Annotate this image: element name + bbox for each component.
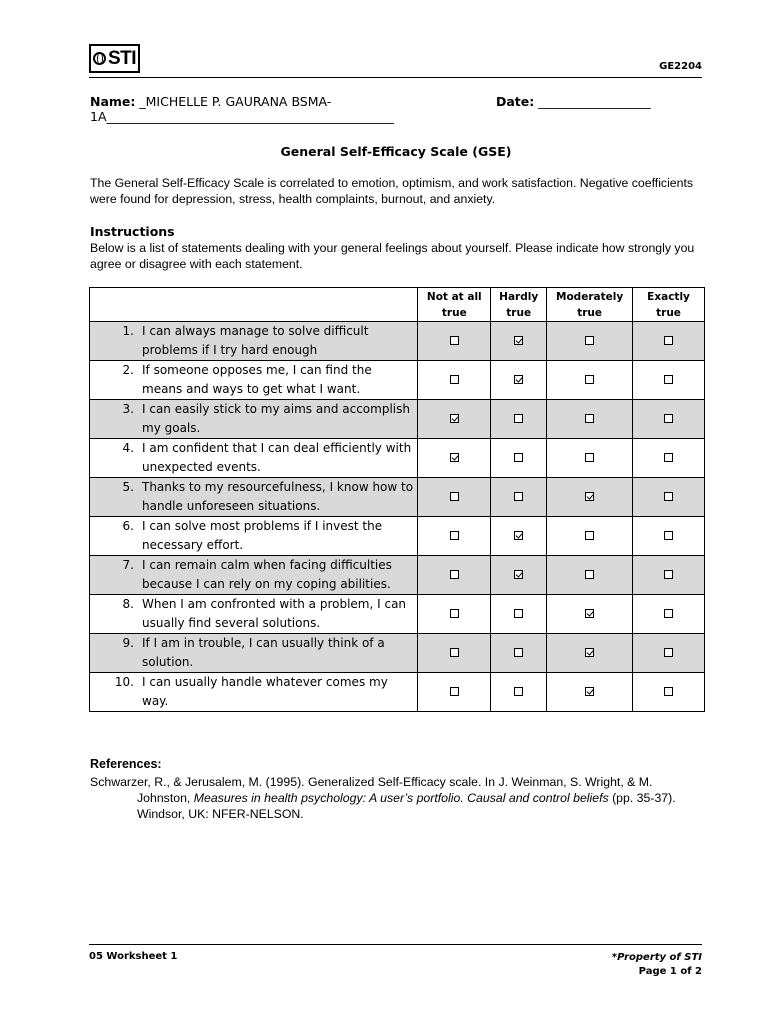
- reference-entry: [90, 774, 704, 822]
- checkbox[interactable]: [514, 609, 523, 618]
- statement-cell: [90, 361, 418, 400]
- statement-text: If someone opposes me, I can find the means and ways to get what I want.: [142, 363, 372, 396]
- table-row: [90, 478, 705, 517]
- statement-number: 6.: [122, 519, 134, 533]
- checkbox[interactable]: [514, 492, 523, 501]
- checkbox[interactable]: [664, 570, 673, 579]
- statement-cell: [90, 478, 418, 517]
- rating-cell: [418, 556, 491, 595]
- checkbox[interactable]: [450, 687, 459, 696]
- statement-number: 8.: [122, 597, 134, 611]
- table-row: [90, 595, 705, 634]
- checkbox[interactable]: [664, 492, 673, 501]
- reference-part: (pp. 35-37). Windsor, UK: NFER-NELSON.: [137, 791, 676, 821]
- rating-cell: [491, 673, 547, 712]
- checkbox[interactable]: [514, 414, 523, 423]
- rating-cell: [547, 517, 633, 556]
- checked-checkbox[interactable]: [514, 336, 523, 345]
- checkbox[interactable]: [585, 570, 594, 579]
- checkbox[interactable]: [450, 375, 459, 384]
- statement-text: When I am confronted with a problem, I can usually find several solutions.: [142, 597, 407, 630]
- checkbox[interactable]: [585, 531, 594, 540]
- statement-number: 2.: [122, 363, 134, 377]
- rating-cell: [547, 673, 633, 712]
- checkbox[interactable]: [585, 375, 594, 384]
- table-row: [90, 556, 705, 595]
- reference-title: Measures in health psychology: A user’s portfolio. Causal and control beliefs: [193, 791, 609, 805]
- checkbox[interactable]: [664, 336, 673, 345]
- checkbox[interactable]: [450, 492, 459, 501]
- references-heading: References:: [90, 757, 162, 771]
- rating-cell: [547, 595, 633, 634]
- checked-checkbox[interactable]: [585, 687, 594, 696]
- table-row: [90, 517, 705, 556]
- checkbox[interactable]: [450, 570, 459, 579]
- page-number: Page 1 of 2: [638, 966, 702, 977]
- rating-cell: [491, 517, 547, 556]
- checkbox[interactable]: [664, 531, 673, 540]
- checkbox[interactable]: [664, 687, 673, 696]
- reference-part: Schwarzer, R., & Jerusalem, M. (1995). Generalized Self-Efficacy scale. In J. Weinman, S. Wright, & M. Johnston,: [90, 775, 653, 805]
- sti-logo: [89, 44, 140, 73]
- checkbox[interactable]: [664, 453, 673, 462]
- rating-cell: [633, 361, 705, 400]
- checkbox[interactable]: [664, 375, 673, 384]
- table-row: [90, 673, 705, 712]
- column-header: Moderately true: [547, 288, 633, 322]
- table-row: [90, 634, 705, 673]
- rating-cell: [633, 673, 705, 712]
- column-header: Not at all true: [418, 288, 491, 322]
- column-header: Hardly true: [491, 288, 547, 322]
- checkbox[interactable]: [585, 336, 594, 345]
- rating-cell: [633, 556, 705, 595]
- checked-checkbox[interactable]: [514, 570, 523, 579]
- gse-table: [89, 287, 705, 712]
- rating-cell: [491, 478, 547, 517]
- checked-checkbox[interactable]: [514, 531, 523, 540]
- rating-cell: [547, 478, 633, 517]
- checked-checkbox[interactable]: [450, 453, 459, 462]
- checkbox[interactable]: [664, 609, 673, 618]
- statement-cell: [90, 322, 418, 361]
- rating-cell: [491, 361, 547, 400]
- property-note: *Property of STI: [611, 952, 702, 963]
- checkbox[interactable]: [585, 453, 594, 462]
- date-value: __________________: [534, 94, 651, 109]
- intro-paragraph: The General Self-Efficacy Scale is correlated to emotion, optimism, and work satisfaction. Negative coefficients were found for depression, stress, health complaints, burnout, and anxiety.: [90, 176, 694, 206]
- checkbox[interactable]: [450, 531, 459, 540]
- statement-column-header: [90, 288, 418, 322]
- statement-text: I can usually handle whatever comes my way.: [142, 675, 388, 708]
- rating-cell: [491, 634, 547, 673]
- name-label: Name:: [90, 94, 136, 109]
- course-code: GE2204: [659, 61, 702, 72]
- rating-cell: [418, 361, 491, 400]
- statement-text: I can always manage to solve difficult problems if I try hard enough: [142, 324, 369, 357]
- rating-cell: [547, 322, 633, 361]
- logo-text: STI: [107, 47, 137, 69]
- rating-cell: [633, 595, 705, 634]
- statement-number: 10.: [114, 675, 134, 689]
- rating-cell: [547, 439, 633, 478]
- page-header: [89, 44, 702, 78]
- rating-cell: [418, 634, 491, 673]
- rating-cell: [418, 400, 491, 439]
- statement-number: 3.: [122, 402, 134, 416]
- checked-checkbox[interactable]: [514, 375, 523, 384]
- statement-cell: [90, 673, 418, 712]
- statement-number: 7.: [122, 558, 134, 572]
- rating-cell: [491, 595, 547, 634]
- page-footer: [89, 944, 702, 977]
- page-title: General Self-Efficacy Scale (GSE): [280, 144, 512, 159]
- table-body: [90, 322, 705, 712]
- checkbox[interactable]: [514, 453, 523, 462]
- checkbox[interactable]: [585, 414, 594, 423]
- table-row: [90, 400, 705, 439]
- statement-cell: [90, 517, 418, 556]
- statement-text: I am confident that I can deal efficiently with unexpected events.: [142, 441, 412, 474]
- rating-cell: [418, 439, 491, 478]
- instructions-text: Below is a list of statements dealing with your general feelings about yourself. Please indicate how strongly you agree or disagree with each statement.: [90, 241, 695, 271]
- checkbox[interactable]: [450, 336, 459, 345]
- rating-cell: [633, 478, 705, 517]
- checkbox[interactable]: [450, 648, 459, 657]
- rating-cell: [633, 517, 705, 556]
- checkbox[interactable]: [664, 414, 673, 423]
- checked-checkbox[interactable]: [585, 492, 594, 501]
- checkbox[interactable]: [664, 648, 673, 657]
- column-header: Exactly true: [633, 288, 705, 322]
- statement-number: 4.: [122, 441, 134, 455]
- statement-cell: [90, 634, 418, 673]
- rating-cell: [418, 673, 491, 712]
- rating-cell: [491, 400, 547, 439]
- statement-cell: [90, 400, 418, 439]
- rating-cell: [633, 322, 705, 361]
- statement-number: 9.: [122, 636, 134, 650]
- statement-cell: [90, 595, 418, 634]
- statement-cell: [90, 556, 418, 595]
- name-value: _MICHELLE P. GAURANA BSMA-1A______________________________________________: [90, 94, 395, 124]
- rating-cell: [547, 400, 633, 439]
- rating-cell: [547, 556, 633, 595]
- instructions-heading: Instructions: [90, 224, 175, 239]
- checked-checkbox[interactable]: [450, 414, 459, 423]
- rating-cell: [547, 634, 633, 673]
- statement-text: I can remain calm when facing difficulties because I can rely on my coping abilities.: [142, 558, 392, 591]
- rating-cell: [418, 322, 491, 361]
- rating-cell: [491, 556, 547, 595]
- statement-number: 1.: [122, 324, 134, 338]
- statement-number: 5.: [122, 480, 134, 494]
- footer-right: [612, 951, 702, 979]
- statement-cell: [90, 439, 418, 478]
- rating-cell: [633, 634, 705, 673]
- rating-cell: [418, 478, 491, 517]
- table-row: [90, 322, 705, 361]
- checkbox[interactable]: [450, 609, 459, 618]
- worksheet-label: 05 Worksheet 1: [89, 951, 178, 962]
- rating-cell: [418, 517, 491, 556]
- checkbox[interactable]: [514, 687, 523, 696]
- rating-cell: [547, 361, 633, 400]
- statement-text: If I am in trouble, I can usually think of a solution.: [142, 636, 385, 669]
- checked-checkbox[interactable]: [585, 648, 594, 657]
- table-row: [90, 361, 705, 400]
- statement-text: Thanks to my resourcefulness, I know how to handle unforeseen situations.: [142, 480, 414, 513]
- checkbox[interactable]: [514, 648, 523, 657]
- statement-text: I can easily stick to my aims and accomplish my goals.: [142, 402, 410, 435]
- rating-cell: [491, 322, 547, 361]
- name-field: [90, 94, 440, 124]
- statement-text: I can solve most problems if I invest the necessary effort.: [142, 519, 383, 552]
- rating-cell: [418, 595, 491, 634]
- date-label: Date:: [496, 94, 535, 109]
- rating-cell: [633, 439, 705, 478]
- checked-checkbox[interactable]: [585, 609, 594, 618]
- globe-icon: [93, 52, 106, 65]
- date-field: [496, 94, 651, 109]
- rating-cell: [491, 439, 547, 478]
- rating-cell: [633, 400, 705, 439]
- table-row: [90, 439, 705, 478]
- table-header-row: [90, 288, 705, 322]
